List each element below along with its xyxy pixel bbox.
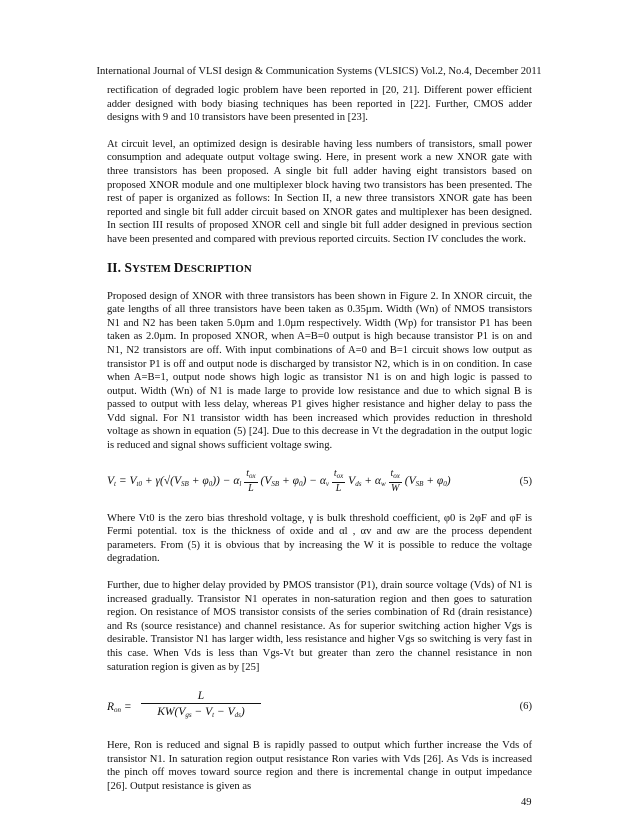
equation-6 [107, 687, 532, 727]
section-heading: II. SYSTEM DESCRIPTION [107, 259, 252, 275]
paragraph-resistance: Further, due to higher delay provided by PMOS transistor (P1), drain source voltage (Vds) of N1 is increased gradually. Transistor N1 operates in non-saturation region and then goes to saturation region. On resistance of MOS transistor consists of the series combination of Rd (drain resistance) and Rs (source resistance) and channel resistance. As for superior switching action higher Vgs is desirable. Transistor N1 has larger width, less resistance and higher Vgs so switching is very fast in this case. When Vds is less than Vgs-Vt but greater than zero the channel resistance in non saturation region is given as by [25] [107, 580, 532, 673]
equation-6-fraction: L $KW(V_{gs} - V_t - V_{ds})$ [141, 689, 261, 723]
paragraph-design: Proposed design of XNOR with three transistors has been shown in Figure 2. In XNOR circuit, the gate lengths of all three transistors have been taken as 0.35µm. Width (Wn) of NMOS transistors N1 and N2 has been taken 5.0µm and 1.0µm respectively. Width (Wp) for transistor P1 has been taken as 2.0µm. In proposed XNOR, when A=B=0 output is high because transistor P1 is on and N1, N2 transistors are off. With input combinations of A=0 and B=1 circuit shows low output as transistor P1 is off and output node is discharged by transistor N2, which is in on condition. In case when A=B=1, output node shows high logic as transistor N1 is on and high logic is passed to output. Width (Wn) of N1 is made large to provide low resistance and due to which signal B is passed to output with less delay, whereas P1 gives higher resistance and higher delay to pass the Vdd signal. For N1 transistor width has been increased which provides reduction in threshold voltage as shown in equation (5) [24]. Due to this decrease in Vt the degradation in the output logic is reduced and signal shows sufficient voltage swing. [107, 290, 532, 452]
equation-5-body: $V_t = V_{t0} + \gamma(√(V_{SB} + \varphi_0)) - \alpha_l$ $\frac{t_{ox}}{L}$ $(V_{SB} + \varphi_0) - \alpha_v$ $\frac{t_{ox}}{L}$ $V_{ds} + \alpha_w$ $\frac{t_{ox}}{W}$ $(V_{SB} + \varphi_0)$ [107, 467, 451, 494]
equation-6-number: (6) [519, 701, 532, 713]
paragraph-outline: At circuit level, an optimized design is desirable having less numbers of transistors, small power consumption and adequate output voltage swing. Here, in present work a new XNOR gate with three transistors has been proposed. A single bit full adder having eight transistors based on proposed XNOR module and one multiplexer block having two transistors has been presented. The rest of paper is organized as follows: In Section II, a new three transistors XNOR gate has been reported and single bit full adder circuit based on XNOR gates and multiplexer has been designed. In section III results of proposed XNOR cell and single bit full adder designed in previous section have been presented and compared with previous reported circuits. Section IV concludes the work. [107, 138, 532, 245]
paragraph-intro-end: rectification of degraded logic problem have been reported in [20, 21]. Different power efficient adder designed with body biasing techniques has been reported in [22]. Further, CMOS adder designs with 9 and 10 transistors have been presented in [23]. [107, 85, 532, 124]
paragraph-output-resistance: Here, Ron is reduced and signal B is rapidly passed to output which further increase the Vds of transistor N1. In saturation region output resistance Ron varies with Vds [26]. As Vds is increased the pinch off moves toward source region and there is incremental change in output impedance [26]. Output resistance is given as [107, 740, 532, 792]
running-header: International Journal of VLSI design & Communication Systems (VLSICS) Vol.2, No.4, December 2011 [96, 66, 542, 77]
paragraph-threshold: Where Vt0 is the zero bias threshold voltage, γ is bulk threshold coefficient, φ0 is 2φF and φF is Fermi potential. tox is the thickness of oxide and αl , αv and αw are the process dependent parameters. From (5) it is obvious that by increasing the W it is possible to reduce the voltage degradation. [107, 512, 532, 565]
page-number: 49 [521, 797, 532, 808]
page-content [107, 84, 532, 807]
equation-6-lhs: $R_{on}$ = [107, 701, 132, 715]
equation-5 [107, 466, 532, 500]
equation-5-number: (5) [519, 475, 532, 487]
